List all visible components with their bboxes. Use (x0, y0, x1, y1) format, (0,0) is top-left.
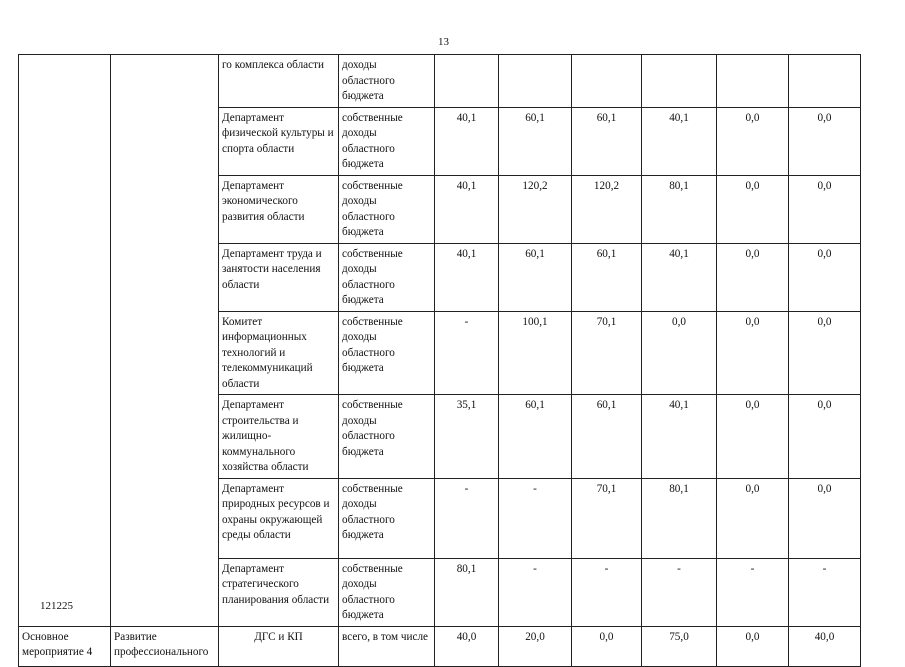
value-cell: 80,1 (435, 558, 499, 626)
value-cell: 40,1 (435, 175, 499, 243)
funding-source-cell: собственные доходы областного бюджета (339, 175, 435, 243)
value-cell: 0,0 (717, 107, 789, 175)
agency-cell: Департамент стратегического планирования области (219, 558, 339, 626)
value-cell: 120,2 (572, 175, 642, 243)
value-cell: 0,0 (717, 175, 789, 243)
measure-cell: Основное мероприятие 4 (19, 626, 111, 666)
value-cell: 0,0 (642, 311, 717, 395)
value-cell: 0,0 (789, 395, 861, 479)
value-cell (572, 55, 642, 108)
funding-source-cell: собственные доходы областного бюджета (339, 478, 435, 558)
value-cell: 60,1 (499, 243, 572, 311)
funding-source-cell: собственные доходы областного бюджета (339, 558, 435, 626)
agency-cell: Департамент физической культуры и спорта области (219, 107, 339, 175)
value-cell: 70,1 (572, 311, 642, 395)
value-cell: 60,1 (572, 243, 642, 311)
value-cell (435, 55, 499, 108)
table-row (19, 55, 861, 108)
value-cell: 40,0 (789, 626, 861, 666)
value-cell: - (642, 558, 717, 626)
value-cell: - (789, 558, 861, 626)
value-cell: 20,0 (499, 626, 572, 666)
table-row (19, 626, 861, 666)
value-cell: - (499, 558, 572, 626)
value-cell: 0,0 (789, 478, 861, 558)
value-cell: 0,0 (717, 243, 789, 311)
value-cell: 0,0 (717, 395, 789, 479)
value-cell: 80,1 (642, 478, 717, 558)
value-cell: - (572, 558, 642, 626)
value-cell: 100,1 (499, 311, 572, 395)
document-code: 121225 (40, 600, 73, 612)
funding-source-cell: собственные доходы областного бюджета (339, 311, 435, 395)
value-cell: 0,0 (789, 107, 861, 175)
value-cell: 0,0 (717, 626, 789, 666)
value-cell: 70,1 (572, 478, 642, 558)
funding-source-cell: собственные доходы областного бюджета (339, 395, 435, 479)
value-cell: 60,1 (572, 107, 642, 175)
value-cell: 75,0 (642, 626, 717, 666)
value-cell: 80,1 (642, 175, 717, 243)
page-number: 13 (438, 36, 449, 48)
value-cell: 60,1 (499, 395, 572, 479)
funding-source-cell: доходы областного бюджета (339, 55, 435, 108)
value-cell: - (717, 558, 789, 626)
value-cell (642, 55, 717, 108)
measure-cell-empty (19, 55, 111, 627)
value-cell (499, 55, 572, 108)
agency-cell: Комитет информационных технологий и телекоммуникаций области (219, 311, 339, 395)
value-cell: 40,1 (642, 243, 717, 311)
value-cell: 40,1 (435, 243, 499, 311)
value-cell: - (435, 311, 499, 395)
name-cell-empty (111, 55, 219, 627)
agency-cell: Департамент труда и занятости населения области (219, 243, 339, 311)
funding-source-cell: собственные доходы областного бюджета (339, 107, 435, 175)
value-cell: 60,1 (499, 107, 572, 175)
value-cell: 0,0 (717, 311, 789, 395)
value-cell: 0,0 (572, 626, 642, 666)
value-cell: 40,1 (435, 107, 499, 175)
funding-source-cell: собственные доходы областного бюджета (339, 243, 435, 311)
value-cell: 0,0 (717, 478, 789, 558)
value-cell: 0,0 (789, 243, 861, 311)
agency-cell: ДГС и КП (219, 626, 339, 666)
budget-table (18, 54, 861, 667)
value-cell (789, 55, 861, 108)
activity-name-cell: Развитие профессионального (111, 626, 219, 666)
value-cell: 40,1 (642, 107, 717, 175)
value-cell: 120,2 (499, 175, 572, 243)
value-cell: 0,0 (789, 175, 861, 243)
value-cell: 0,0 (789, 311, 861, 395)
agency-cell: Департамент экономического развития области (219, 175, 339, 243)
value-cell: - (435, 478, 499, 558)
value-cell: 40,0 (435, 626, 499, 666)
value-cell (717, 55, 789, 108)
table-body (19, 55, 861, 667)
agency-cell: Департамент строительства и жилищно-коммунального хозяйства области (219, 395, 339, 479)
value-cell: 35,1 (435, 395, 499, 479)
agency-cell: Департамент природных ресурсов и охраны окружающей среды области (219, 478, 339, 558)
funding-source-cell: всего, в том числе (339, 626, 435, 666)
value-cell: 40,1 (642, 395, 717, 479)
agency-cell: го комплекса области (219, 55, 339, 108)
value-cell: 60,1 (572, 395, 642, 479)
value-cell: - (499, 478, 572, 558)
